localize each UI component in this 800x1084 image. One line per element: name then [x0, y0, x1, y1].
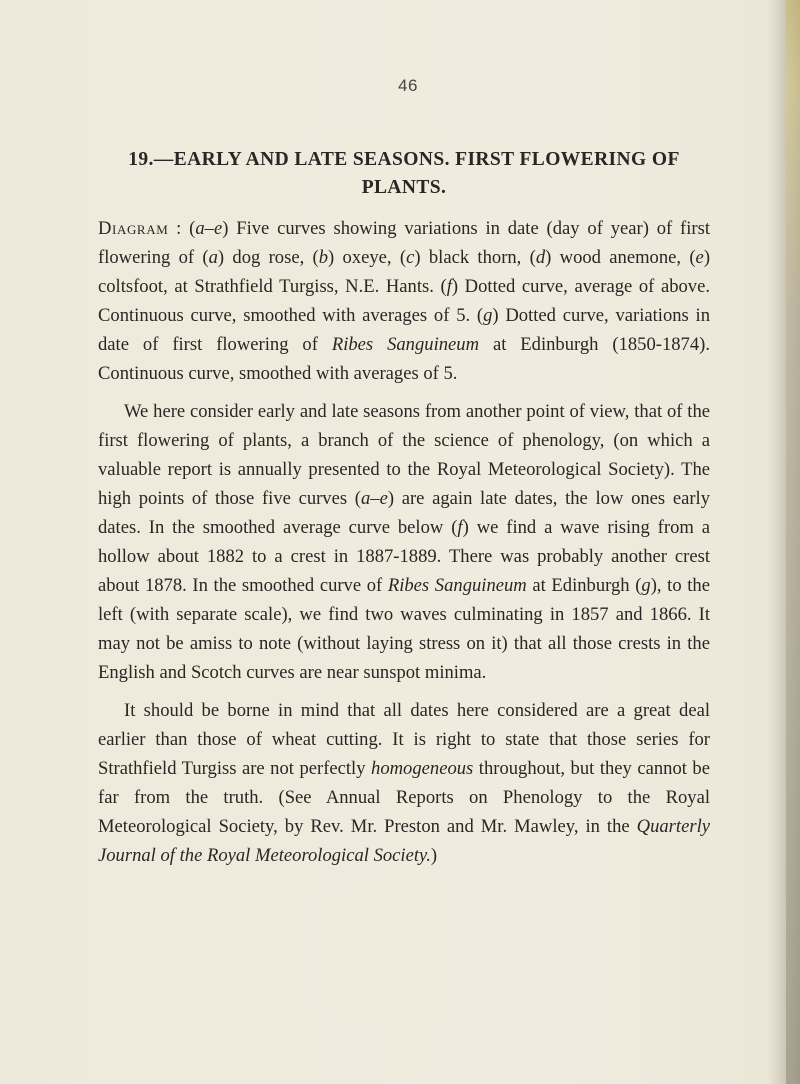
paragraph-italic: a–e: [360, 488, 388, 509]
caption-italic: d: [535, 247, 546, 268]
caption-italic: a–e: [195, 218, 223, 239]
caption-text: ) Dotted curve, variations in date of first flowering of: [98, 305, 711, 355]
caption-italic: f: [446, 276, 452, 297]
paragraph-text: We here consider early and late seasons from another point of view, that of the first flowering of plants, a branch of the science of phenology, (on which a valuable report is annually presented to the Royal Meteorological Society). The high points of those five curves (: [98, 401, 710, 509]
body-paragraph-2: [98, 696, 710, 870]
paragraph-italic: Ribes Sanguineum: [387, 575, 527, 596]
paragraph-text: It should be borne in mind that all dates here considered are a great deal earlier than those of wheat cutting. It is right to state that those series for Strathfield Turgiss are not perfectly: [98, 700, 710, 779]
paragraph-text: ), to the left (with separate scale), we find two waves culminating in 1857 and 1866. It may not be amiss to note (without laying stress on it) that all those crests in the English and Scotch curves are near sunspot minima.: [98, 575, 710, 683]
diagram-caption: [98, 214, 710, 388]
caption-text: : (: [168, 218, 196, 239]
page-content: [98, 146, 710, 870]
caption-italic: Ribes Sanguineum: [331, 334, 480, 355]
caption-italic: g: [483, 305, 493, 326]
caption-italic: e: [695, 247, 704, 268]
paragraph-text: at Edinburgh (: [526, 575, 642, 596]
caption-text: ) black thorn, (: [414, 247, 536, 268]
paragraph-italic: f: [457, 517, 463, 538]
body-paragraph-1: [98, 397, 710, 687]
paragraph-text: ): [430, 845, 438, 866]
caption-text: ) wood anemone, (: [545, 247, 696, 268]
caption-italic: c: [406, 247, 415, 268]
paragraph-text: ) are again late dates, the low ones early dates. In the smoothed average curve below (: [98, 488, 710, 538]
caption-text: ) coltsfoot, at Strathfield Turgiss, N.E. Hants. (: [98, 247, 711, 297]
paragraph-text: throughout, but they cannot be far from the truth. (See Annual Reports on Phenology to the Royal Meteorological Society, by Rev. Mr. Preston and Mr. Mawley, in the: [98, 758, 710, 837]
caption-italic: b: [318, 247, 329, 268]
page-edge-shadow: [786, 0, 800, 1084]
caption-text: ) Five curves showing variations in date (day of year) of first flowering of (: [98, 218, 710, 268]
paragraph-italic: Quarterly Journal of the Royal Meteorological Society.: [98, 816, 710, 866]
caption-text: ) dog rose, (: [217, 247, 319, 268]
page-number: 46: [398, 76, 418, 95]
caption-label: Diagram: [98, 218, 169, 239]
caption-text: at Edinburgh (1850-1874). Continuous curve, smoothed with averages of 5.: [98, 334, 710, 384]
caption-italic: a: [208, 247, 218, 268]
paragraph-italic: homogeneous: [371, 758, 474, 779]
caption-text: ) oxeye, (: [328, 247, 407, 268]
section-heading: 19.—EARLY AND LATE SEASONS. FIRST FLOWERING OF PLANTS.: [128, 149, 680, 198]
paragraph-italic: g: [641, 575, 651, 596]
caption-text: ) Dotted curve, average of above. Continuous curve, smoothed with averages of 5. (: [98, 276, 711, 326]
paragraph-text: ) we find a wave rising from a hollow about 1882 to a crest in 1887-1889. There was probably another crest about 1878. In the smoothed curve of: [98, 517, 710, 596]
